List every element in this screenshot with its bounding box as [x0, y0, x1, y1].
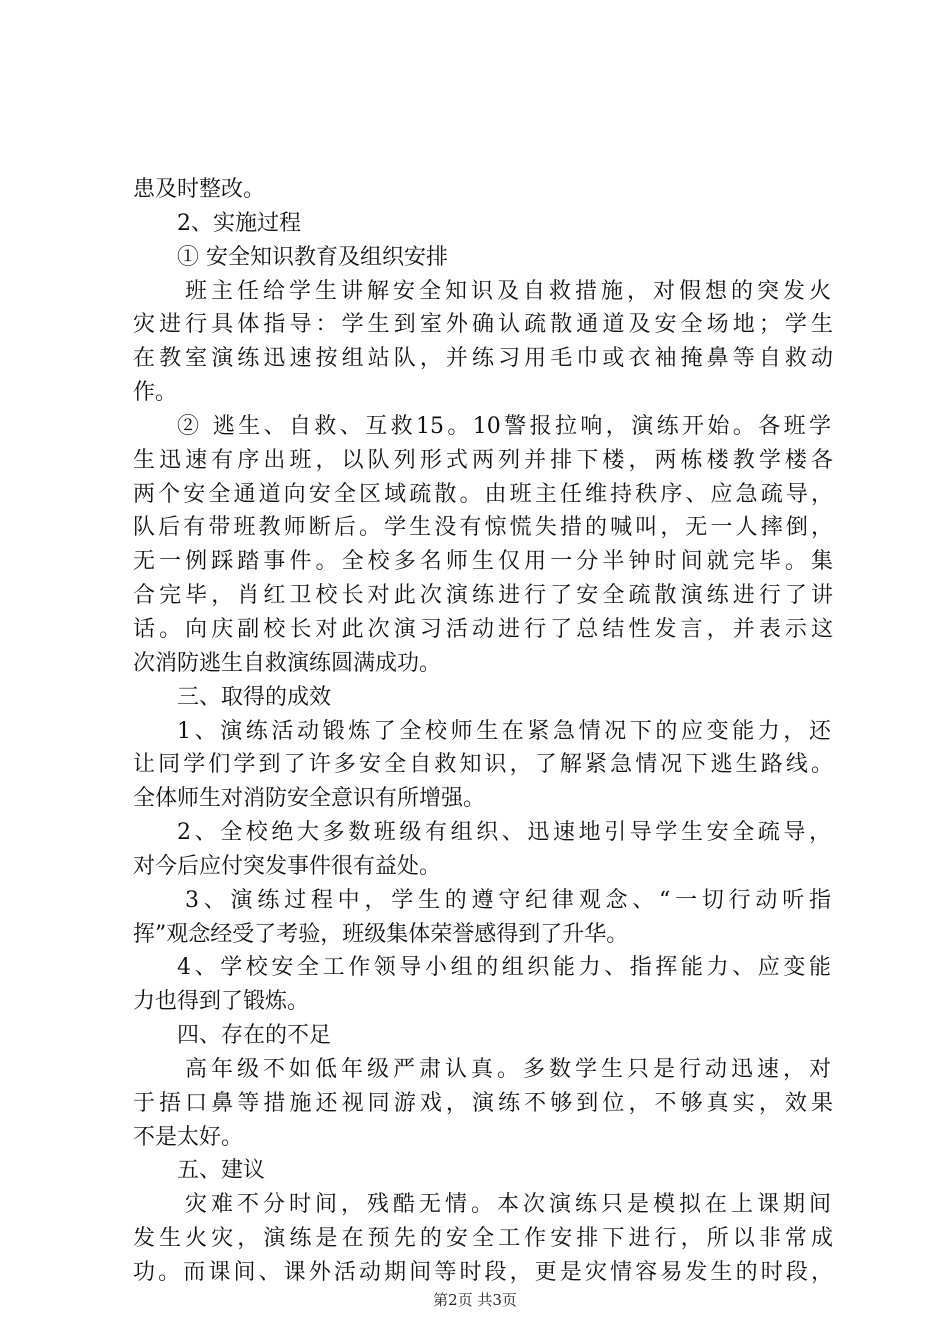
text-line: 不是太好。 [133, 1125, 244, 1150]
text-line: 合完毕，肖红卫校长对此次演练进行了安全疏散演练进行了讲 [133, 583, 833, 608]
text-line: 4、学校安全工作领导小组的组织能力、指挥能力、应变能 [177, 955, 831, 980]
text-line: 无一例踩踏事件。全校多名师生仅用一分半钟时间就完毕。集 [133, 549, 833, 574]
text-line: 作。 [133, 380, 178, 405]
text-line: 患及时整改。 [133, 177, 266, 202]
text-line: 高年级不如低年级严肃认真。多数学生只是行动迅速，对 [185, 1057, 831, 1082]
section-heading: 三、取得的成效 [177, 685, 332, 710]
text-line: 2、全校绝大多数班级有组织、迅速地引导学生安全疏导， [177, 820, 831, 845]
text-line: 全体师生对消防安全意识有所增强。 [133, 786, 486, 811]
text-line: 发生火灾，演练是在预先的安全工作安排下进行，所以非常成 [133, 1226, 833, 1251]
text-line: 力也得到了锻炼。 [133, 989, 310, 1014]
section-heading: 四、存在的不足 [177, 1023, 332, 1048]
text-line: 灾难不分时间，残酷无情。本次演练只是模拟在上课期间 [185, 1192, 831, 1217]
text-line: 挥”观念经受了考验，班级集体荣誉感得到了升华。 [133, 922, 629, 947]
text-line: 次消防逃生自救演练圆满成功。 [133, 651, 442, 676]
text-line: 功。而课间、课外活动期间等时段，更是灾情容易发生的时段， [133, 1260, 833, 1285]
text-line: ② 逃生、自救、互救15。10警报拉响，演练开始。各班学 [177, 414, 831, 439]
text-line: 在教室演练迅速按组站队，并练习用毛巾或衣袖掩鼻等自救动 [133, 346, 833, 371]
section-heading: 2、实施过程 [177, 211, 301, 236]
text-line: 班主任给学生讲解安全知识及自救措施，对假想的突发火 [185, 279, 831, 304]
text-line: 1、演练活动锻炼了全校师生在紧急情况下的应变能力，还 [177, 719, 831, 744]
text-line: 生迅速有序出班，以队列形式两列并排下楼，两栋楼教学楼各 [133, 448, 833, 473]
text-line: 灾进行具体指导：学生到室外确认疏散通道及安全场地；学生 [133, 312, 833, 337]
section-heading: 五、建议 [177, 1158, 266, 1183]
page-footer: 第2页 共3页 [433, 1291, 517, 1309]
text-line: 3、演练过程中，学生的遵守纪律观念、“一切行动听指 [185, 888, 831, 913]
text-line: 两个安全通道向安全区域疏散。由班主任维持秩序、应急疏导， [133, 482, 833, 507]
text-line: 队后有带班教师断后。学生没有惊慌失措的喊叫，无一人摔倒， [133, 515, 833, 540]
subsection-heading: ① 安全知识教育及组织安排 [177, 245, 448, 270]
text-line: 对今后应付突发事件很有益处。 [133, 854, 442, 879]
text-line: 话。向庆副校长对此次演习活动进行了总结性发言，并表示这 [133, 617, 833, 642]
text-line: 让同学们学到了许多安全自救知识，了解紧急情况下逃生路线。 [133, 752, 833, 777]
text-line: 于捂口鼻等措施还视同游戏，演练不够到位，不够真实，效果 [133, 1091, 833, 1116]
